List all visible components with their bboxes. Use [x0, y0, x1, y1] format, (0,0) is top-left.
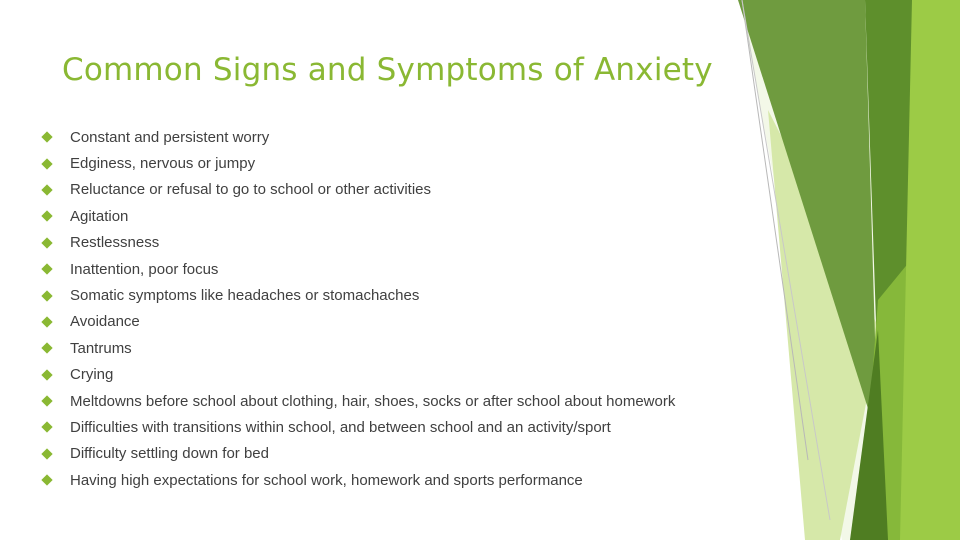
symptom-list	[40, 124, 675, 493]
diamond-bullet-icon	[41, 237, 52, 248]
diamond-bullet-icon	[41, 184, 52, 195]
list-item	[40, 230, 675, 256]
list-item	[40, 203, 675, 229]
list-item	[40, 388, 675, 414]
diamond-bullet-icon	[41, 422, 52, 433]
list-item-text: Tantrums	[70, 339, 132, 357]
diamond-bullet-icon	[41, 395, 52, 406]
slide-title: Common Signs and Symptoms of Anxiety	[62, 52, 713, 88]
list-item-text: Having high expectations for school work, homework and sports performance	[70, 471, 583, 489]
list-item	[40, 124, 675, 150]
diamond-bullet-icon	[41, 211, 52, 222]
list-item-text: Difficulties with transitions within school, and between school and an activity/sport	[70, 418, 611, 436]
list-item	[40, 256, 675, 282]
diamond-bullet-icon	[41, 448, 52, 459]
list-item-text: Reluctance or refusal to go to school or other activities	[70, 181, 432, 199]
list-item	[40, 335, 675, 361]
list-item-text: Meltdowns before school about clothing, hair, shoes, socks or after school about homework	[70, 392, 676, 410]
list-item	[40, 282, 675, 308]
list-item-text: Edginess, nervous or jumpy	[70, 155, 256, 173]
diamond-bullet-icon	[41, 263, 52, 274]
list-item	[40, 441, 675, 467]
list-item	[40, 362, 675, 388]
list-item	[40, 150, 675, 176]
diamond-bullet-icon	[41, 158, 52, 169]
list-item-text: Agitation	[70, 207, 129, 225]
list-item	[40, 177, 675, 203]
list-item	[40, 309, 675, 335]
list-item-text: Avoidance	[70, 313, 140, 331]
list-item-text: Crying	[70, 366, 114, 384]
list-item	[40, 414, 675, 440]
diamond-bullet-icon	[41, 290, 52, 301]
list-item-text: Restlessness	[70, 234, 160, 252]
list-item-text: Difficulty settling down for bed	[70, 445, 269, 463]
diamond-bullet-icon	[41, 132, 52, 143]
list-item-text: Constant and persistent worry	[70, 128, 270, 146]
list-item-text: Somatic symptoms like headaches or stomachaches	[70, 287, 420, 305]
list-item	[40, 467, 675, 493]
diamond-bullet-icon	[41, 316, 52, 327]
diamond-bullet-icon	[41, 369, 52, 380]
diamond-bullet-icon	[41, 475, 52, 486]
diamond-bullet-icon	[41, 343, 52, 354]
list-item-text: Inattention, poor focus	[70, 260, 219, 278]
